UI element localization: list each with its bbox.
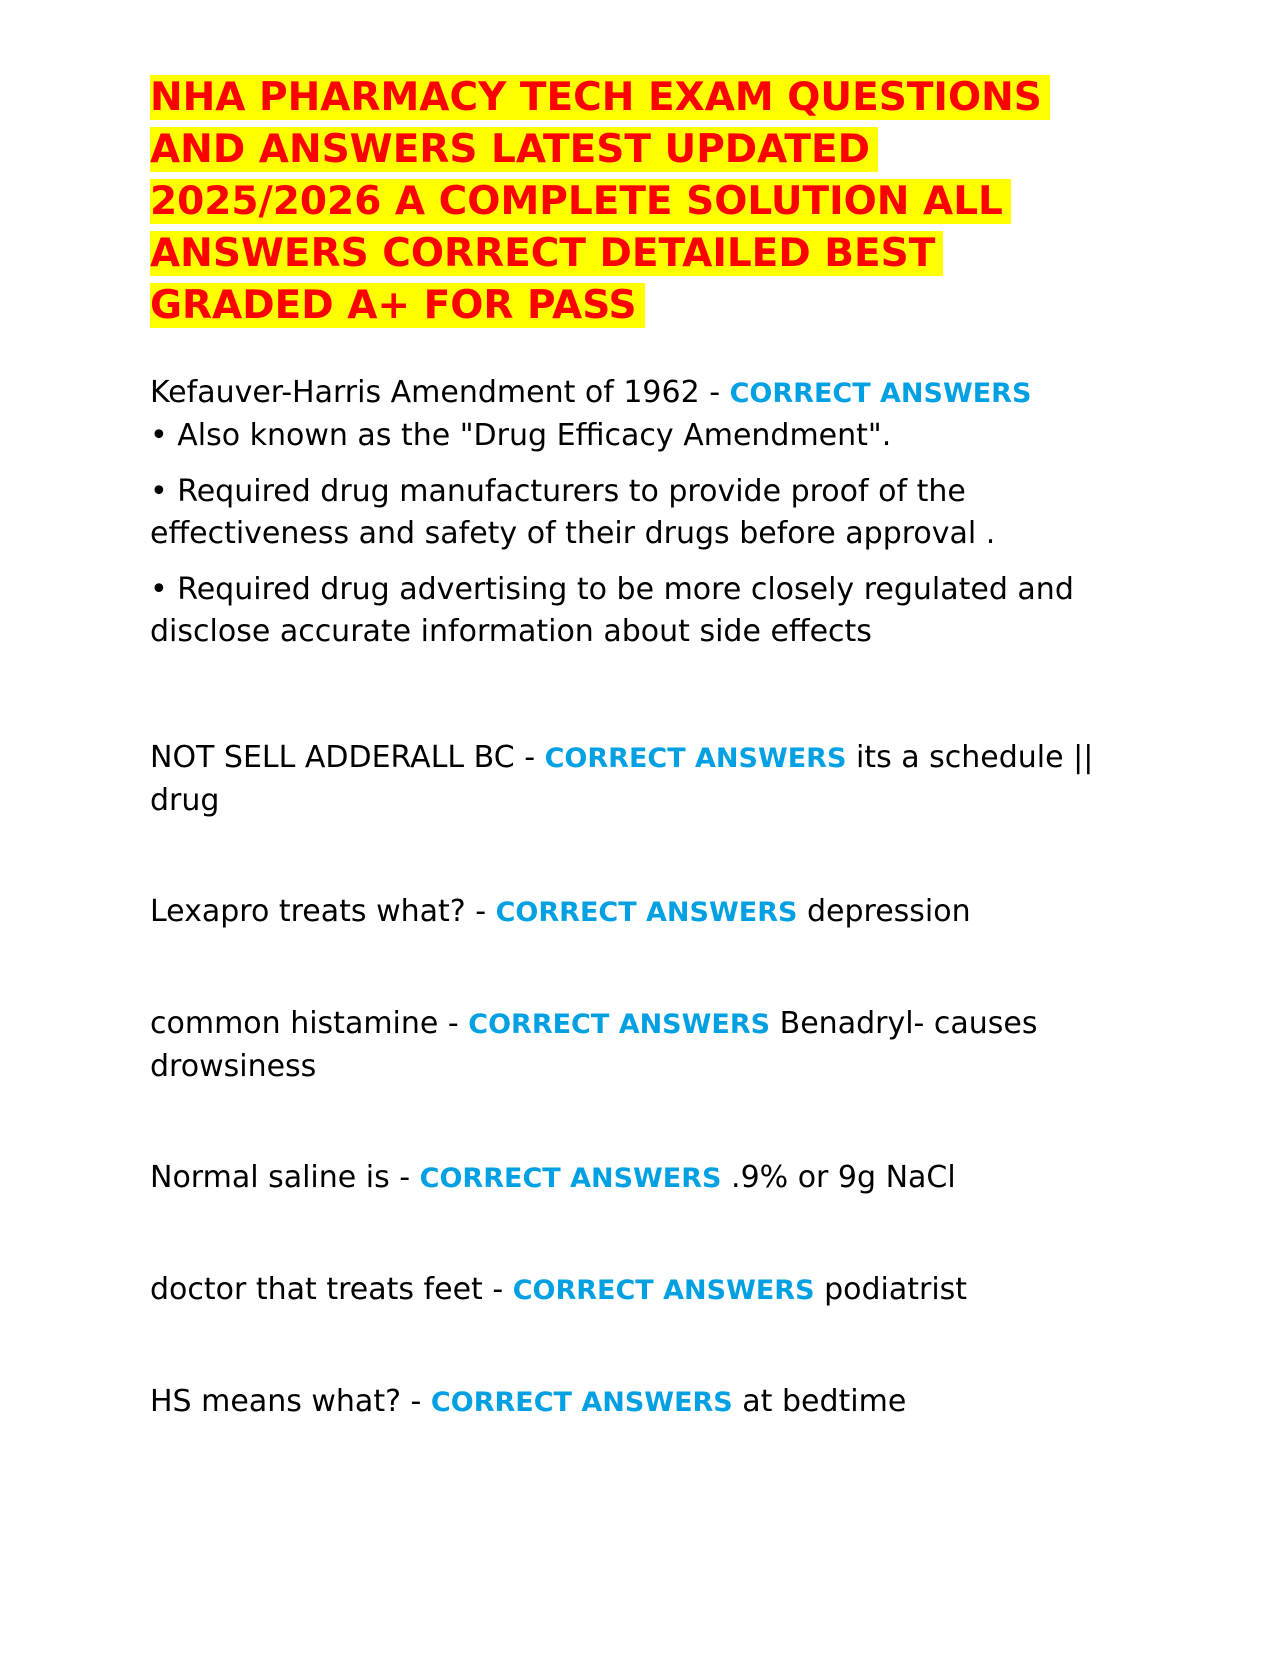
correct-answers-marker: CORRECT ANSWERS <box>512 1275 815 1306</box>
qa-item <box>150 891 1140 934</box>
answer-bullet: • Required drug advertising to be more closely regulated and disclose accurate information about side effects <box>150 572 1074 649</box>
qa-item <box>150 1269 1140 1312</box>
correct-answers-marker: CORRECT ANSWERS <box>419 1163 722 1194</box>
qa-item <box>150 1157 1140 1200</box>
title-line: ANSWERS CORRECT DETAILED BEST <box>150 228 1140 280</box>
answer-text: Benadryl- causes drowsiness <box>150 1006 1038 1084</box>
document-page <box>150 72 1140 1424</box>
answer-bullet: • Required drug manufacturers to provide proof of the effectiveness and safety of their drugs before approval . <box>150 474 996 551</box>
title-line: NHA PHARMACY TECH EXAM QUESTIONS <box>150 72 1140 124</box>
correct-answers-marker: CORRECT ANSWERS <box>729 378 1032 409</box>
question-text: Normal saline is - <box>150 1160 411 1195</box>
correct-answers-marker: CORRECT ANSWERS <box>495 897 798 928</box>
answer-text: its a schedule || drug <box>150 740 1094 818</box>
title-line: AND ANSWERS LATEST UPDATED <box>150 124 1140 176</box>
qa-item <box>150 1381 1140 1424</box>
question-text: Lexapro treats what? - <box>150 894 487 929</box>
answer-text: podiatrist <box>824 1272 968 1307</box>
qa-item <box>150 372 1140 653</box>
answer-bullet: • Also known as the "Drug Efficacy Amendment". <box>150 418 892 453</box>
answer-text: at bedtime <box>742 1384 907 1419</box>
correct-answers-marker: CORRECT ANSWERS <box>544 743 847 774</box>
question-text: doctor that treats feet - <box>150 1272 504 1307</box>
question-line <box>150 372 1140 415</box>
title-line: GRADED A+ FOR PASS <box>150 280 1140 332</box>
document-title <box>150 72 1140 332</box>
question-text: Kefauver-Harris Amendment of 1962 - <box>150 375 721 410</box>
answer-text: depression <box>806 894 971 929</box>
question-text: NOT SELL ADDERALL BC - <box>150 740 536 775</box>
qa-item <box>150 737 1140 822</box>
qa-item <box>150 1003 1140 1088</box>
title-line: 2025/2026 A COMPLETE SOLUTION ALL <box>150 176 1140 228</box>
question-text: HS means what? - <box>150 1384 422 1419</box>
answer-text: .9% or 9g NaCl <box>731 1160 956 1195</box>
correct-answers-marker: CORRECT ANSWERS <box>468 1009 771 1040</box>
question-text: common histamine - <box>150 1006 459 1041</box>
correct-answers-marker: CORRECT ANSWERS <box>430 1387 733 1418</box>
